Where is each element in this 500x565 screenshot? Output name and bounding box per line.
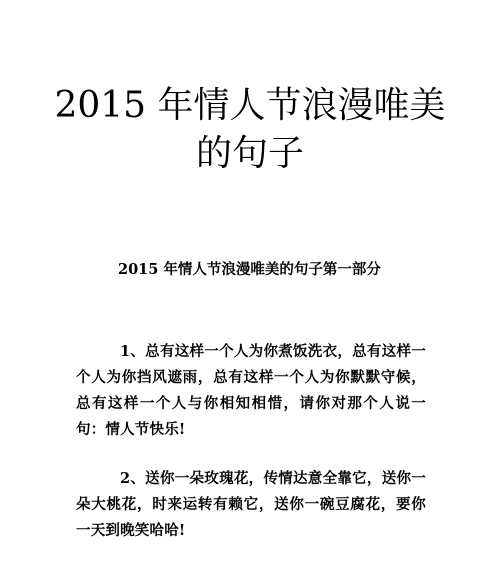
section-heading: 2015 年情人节浪漫唯美的句子第一部分 (118, 261, 381, 278)
paragraph-2: 2、送你一朵玫瑰花，传情达意全靠它，送你一朵大桃花，时来运转有赖它，送你一碗豆腐花，要你一天到晚笑哈哈! (76, 470, 426, 539)
document-title: 2015 年情人节浪漫唯美的句子 (54, 85, 446, 174)
paragraph-1: 1、总有这样一个人为你煮饭洗衣，总有这样一个人为你挡风遮雨，总有这样一个人为你默默守候，总有这样一个人与你相知相惜，请你对那个人说一句：情人节快乐! (76, 343, 426, 438)
